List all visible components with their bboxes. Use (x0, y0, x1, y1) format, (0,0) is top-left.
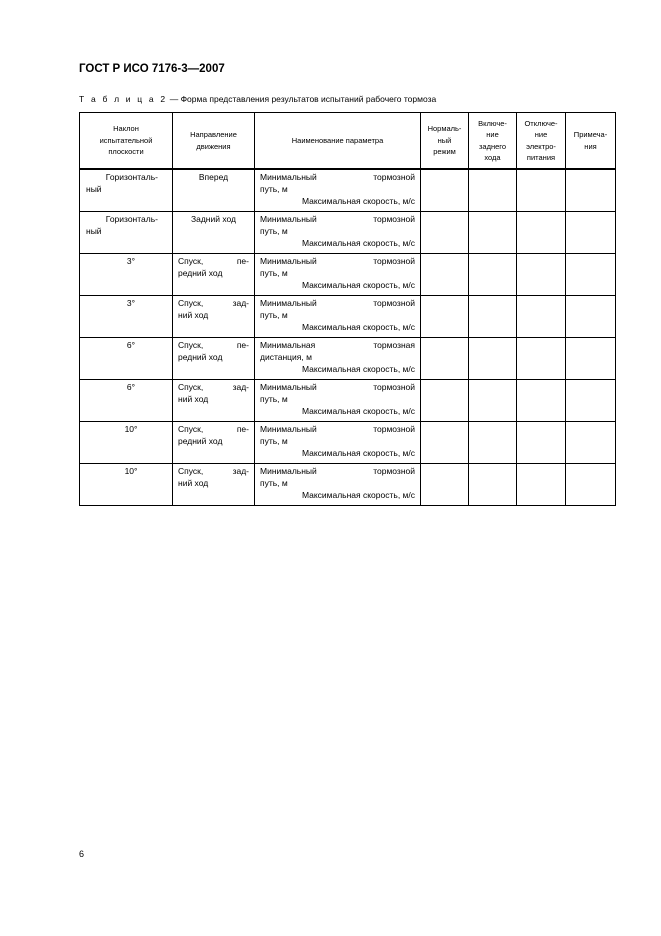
parameter-cell (255, 254, 421, 296)
parameter-text: Минимальный тормозной (260, 256, 415, 266)
power-off-cell[interactable] (517, 169, 566, 212)
incline-cell (80, 338, 173, 380)
table-row (80, 422, 616, 464)
column-header-line: заднего (478, 141, 507, 151)
reverse-gear-cell[interactable] (469, 422, 517, 464)
column-header-1 (80, 113, 173, 170)
column-header-7 (566, 113, 616, 170)
parameter-cell (255, 338, 421, 380)
parameter-text: путь, м (260, 267, 288, 278)
reverse-gear-cell[interactable] (469, 338, 517, 380)
direction-text: ний ход (178, 309, 209, 320)
direction-cell (173, 338, 255, 380)
reverse-gear-cell[interactable] (469, 380, 517, 422)
notes-cell[interactable] (566, 212, 616, 254)
reverse-gear-cell[interactable] (469, 296, 517, 338)
table-row (80, 464, 616, 506)
direction-cell (173, 296, 255, 338)
incline-cell (80, 254, 173, 296)
column-header-line: питания (526, 153, 556, 162)
incline-cell (80, 464, 173, 506)
parameter-text: Минимальный тормозной (260, 214, 415, 224)
parameter-text: Максимальная скорость, м/с (301, 279, 415, 290)
column-header-line: ный (437, 135, 452, 145)
table-caption-label: Т а б л и ц а 2 (79, 94, 168, 104)
incline-text: 6° (126, 340, 136, 350)
direction-text: Задний ход (190, 214, 237, 224)
reverse-gear-cell[interactable] (469, 212, 517, 254)
direction-text: ний ход (178, 393, 209, 404)
column-header-line: Наклон (113, 124, 139, 134)
column-header-line: Включе- (478, 118, 507, 128)
parameter-text: Минимальный тормозной (260, 466, 415, 476)
parameter-text: путь, м (260, 435, 288, 446)
parameter-cell (255, 169, 421, 212)
incline-text: 10° (124, 466, 138, 476)
direction-text: редний ход (178, 351, 223, 362)
parameter-text: Максимальная скорость, м/с (301, 489, 415, 500)
parameter-text: Максимальная скорость, м/с (301, 237, 415, 248)
parameter-cell (255, 422, 421, 464)
table-header-row (80, 113, 616, 170)
parameter-cell (255, 296, 421, 338)
incline-text: ный (86, 183, 102, 194)
direction-cell (173, 464, 255, 506)
normal-mode-cell[interactable] (421, 254, 469, 296)
parameter-text: Минимальный тормозной (260, 424, 415, 434)
column-header-6 (517, 113, 566, 170)
direction-text: Спуск, зад- (178, 466, 249, 476)
parameter-text: Минимальный тормозной (260, 382, 415, 392)
notes-cell[interactable] (566, 296, 616, 338)
column-header-line: ние (534, 130, 548, 139)
parameter-text: Максимальная скорость, м/с (301, 195, 415, 206)
direction-cell (173, 422, 255, 464)
direction-text: ний ход (178, 477, 209, 488)
normal-mode-cell[interactable] (421, 296, 469, 338)
parameter-cell (255, 380, 421, 422)
parameter-text: Максимальная скорость, м/с (301, 363, 415, 374)
power-off-cell[interactable] (517, 254, 566, 296)
direction-text: Спуск, пе- (178, 424, 249, 434)
power-off-cell[interactable] (517, 464, 566, 506)
direction-text: Спуск, зад- (178, 298, 249, 308)
column-header-line: Нормаль- (427, 124, 462, 134)
notes-cell[interactable] (566, 338, 616, 380)
direction-cell (173, 380, 255, 422)
incline-cell (80, 212, 173, 254)
column-header-line: ния (584, 141, 597, 151)
parameter-text: путь, м (260, 183, 288, 194)
column-header-line: Примеча- (573, 130, 608, 139)
results-form-table (79, 112, 616, 506)
incline-cell (80, 422, 173, 464)
incline-cell (80, 169, 173, 212)
incline-text: 10° (124, 424, 138, 434)
normal-mode-cell[interactable] (421, 212, 469, 254)
normal-mode-cell[interactable] (421, 169, 469, 212)
notes-cell[interactable] (566, 254, 616, 296)
incline-cell (80, 296, 173, 338)
notes-cell[interactable] (566, 422, 616, 464)
parameter-text: Максимальная скорость, м/с (301, 405, 415, 416)
parameter-text: Минимальная тормозная (260, 340, 415, 350)
parameter-text: путь, м (260, 309, 288, 320)
page-number: 6 (79, 849, 85, 859)
direction-text: Спуск, пе- (178, 340, 249, 350)
direction-text: редний ход (178, 267, 223, 278)
parameter-text: Максимальная скорость, м/с (301, 447, 415, 458)
parameter-text: Максимальная скорость, м/с (301, 321, 415, 332)
table-caption (79, 94, 436, 104)
column-header-line: режим (433, 147, 456, 157)
column-header-line: Отключе- (524, 118, 558, 128)
parameter-text: путь, м (260, 393, 288, 404)
normal-mode-cell[interactable] (421, 464, 469, 506)
reverse-gear-cell[interactable] (469, 169, 517, 212)
column-header-line: хода (484, 153, 501, 162)
reverse-gear-cell[interactable] (469, 254, 517, 296)
column-header-5 (469, 113, 517, 170)
parameter-text: путь, м (260, 225, 288, 236)
column-header-line: электро- (526, 141, 556, 151)
power-off-cell[interactable] (517, 296, 566, 338)
table-row (80, 169, 616, 212)
incline-text: Горизонталь- (105, 214, 158, 224)
table-row (80, 380, 616, 422)
table-row (80, 296, 616, 338)
normal-mode-cell[interactable] (421, 338, 469, 380)
parameter-text: дистанция, м (260, 351, 312, 362)
table-body (80, 169, 616, 506)
column-header-line: плоскости (108, 147, 144, 157)
parameter-text: Минимальный тормозной (260, 172, 415, 182)
parameter-text: Минимальный тормозной (260, 298, 415, 308)
column-header-line: Наименование параметра (291, 135, 384, 145)
reverse-gear-cell[interactable] (469, 464, 517, 506)
column-header-2 (173, 113, 255, 170)
column-header-line: ние (486, 130, 499, 139)
parameter-text: путь, м (260, 477, 288, 488)
parameter-cell (255, 212, 421, 254)
incline-text: Горизонталь- (105, 172, 158, 182)
direction-text: редний ход (178, 435, 223, 446)
column-header-4 (421, 113, 469, 170)
direction-text: Вперед (198, 172, 229, 182)
incline-text: 3° (126, 256, 136, 266)
document-header: ГОСТ Р ИСО 7176-3—2007 (79, 63, 225, 75)
power-off-cell[interactable] (517, 422, 566, 464)
normal-mode-cell[interactable] (421, 380, 469, 422)
column-header-line: Направление (190, 130, 237, 139)
power-off-cell[interactable] (517, 212, 566, 254)
direction-cell (173, 254, 255, 296)
table-row (80, 338, 616, 380)
table-caption-text: — Форма представления результатов испытаний рабочего тормоза (167, 94, 437, 104)
parameter-cell (255, 464, 421, 506)
power-off-cell[interactable] (517, 338, 566, 380)
direction-text: Спуск, зад- (178, 382, 249, 392)
direction-cell (173, 169, 255, 212)
incline-cell (80, 380, 173, 422)
table-row (80, 254, 616, 296)
notes-cell[interactable] (566, 380, 616, 422)
direction-cell (173, 212, 255, 254)
incline-text: ный (86, 225, 102, 236)
power-off-cell[interactable] (517, 380, 566, 422)
normal-mode-cell[interactable] (421, 422, 469, 464)
column-header-3 (255, 113, 421, 170)
direction-text: Спуск, пе- (178, 256, 249, 266)
incline-text: 6° (126, 382, 136, 392)
column-header-line: движения (196, 141, 231, 151)
column-header-line: испытательной (99, 135, 153, 145)
incline-text: 3° (126, 298, 136, 308)
table-row (80, 212, 616, 254)
notes-cell[interactable] (566, 169, 616, 212)
notes-cell[interactable] (566, 464, 616, 506)
